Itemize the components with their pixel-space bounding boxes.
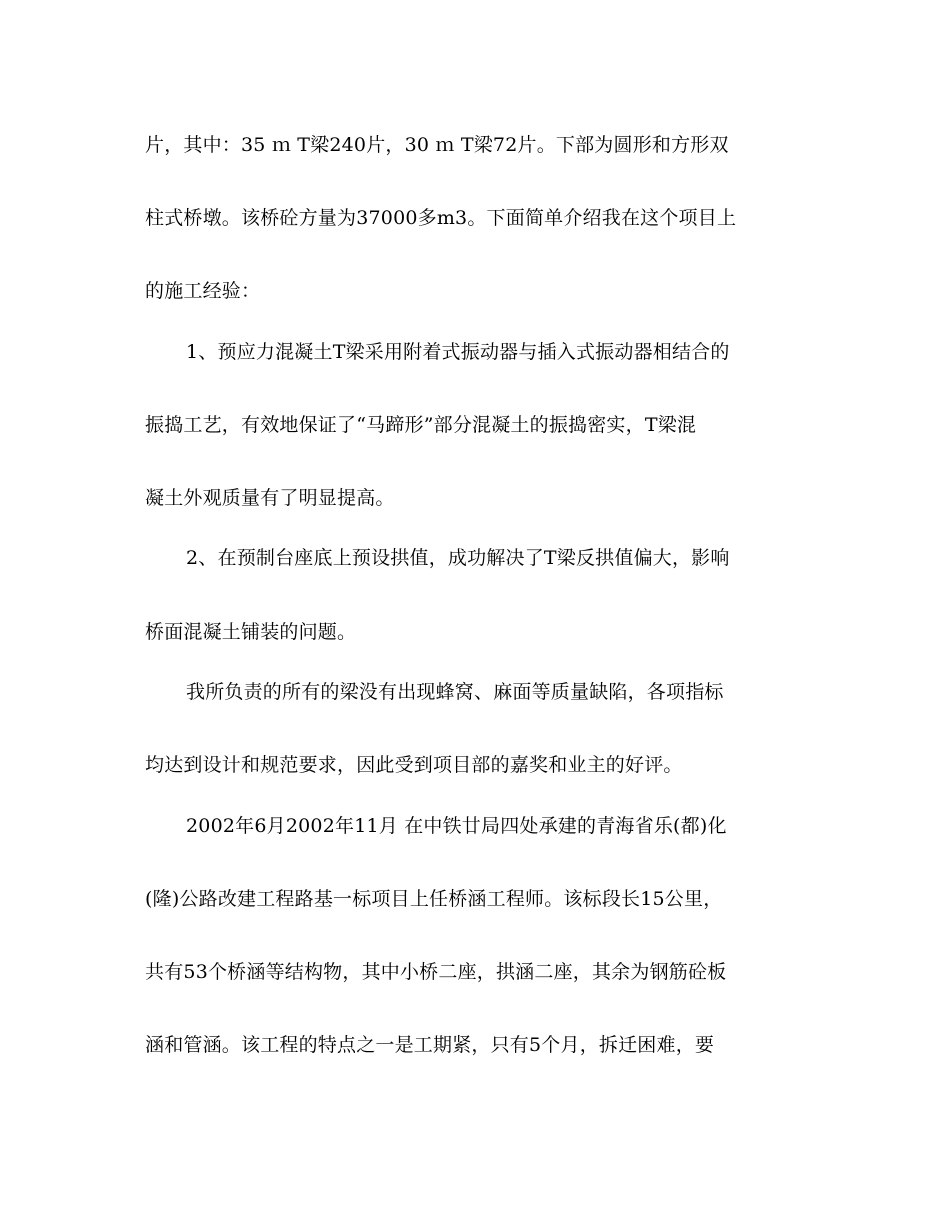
- text-line: 凝土外观质量有了明显提高。: [145, 487, 395, 509]
- text-line: 均达到设计和规范要求，因此受到项目部的嘉奖和业主的好评。: [145, 754, 683, 776]
- text-line: 的施工经验：: [145, 280, 261, 302]
- text-line: 振捣工艺，有效地保证了“马蹄形”部分混凝土的振捣密实，T梁混: [145, 414, 697, 436]
- text-line: 片，其中：35 ｍ T梁240片，30 ｍ T梁72片。下部为圆形和方形双: [145, 134, 729, 156]
- text-line: 1、预应力混凝土T梁采用附着式振动器与插入式振动器相结合的: [186, 341, 730, 363]
- text-line: 2、在预制台座底上预设拱值，成功解决了T梁反拱值偏大，影响: [186, 547, 730, 569]
- text-line: (隆)公路改建工程路基一标项目上任桥涵工程师。该标段长15公里，: [145, 888, 723, 910]
- text-line: 桥面混凝土铺装的问题。: [145, 621, 357, 643]
- text-line: 我所负责的所有的梁没有出现蜂窝、麻面等质量缺陷，各项指标: [186, 681, 724, 703]
- text-line: 共有53个桥涵等结构物，其中小桥二座，拱涵二座，其余为钢筋砼板: [145, 961, 727, 983]
- text-line: 涵和管涵。该工程的特点之一是工期紧，只有5个月，拆迁困难，要: [145, 1034, 715, 1056]
- text-line: 柱式桥墩。该桥砼方量为37000多m3。下面简单介绍我在这个项目上: [145, 207, 737, 229]
- text-line: 2002年6月2002年11月 在中铁廿局四处承建的青海省乐(都)化: [186, 815, 727, 837]
